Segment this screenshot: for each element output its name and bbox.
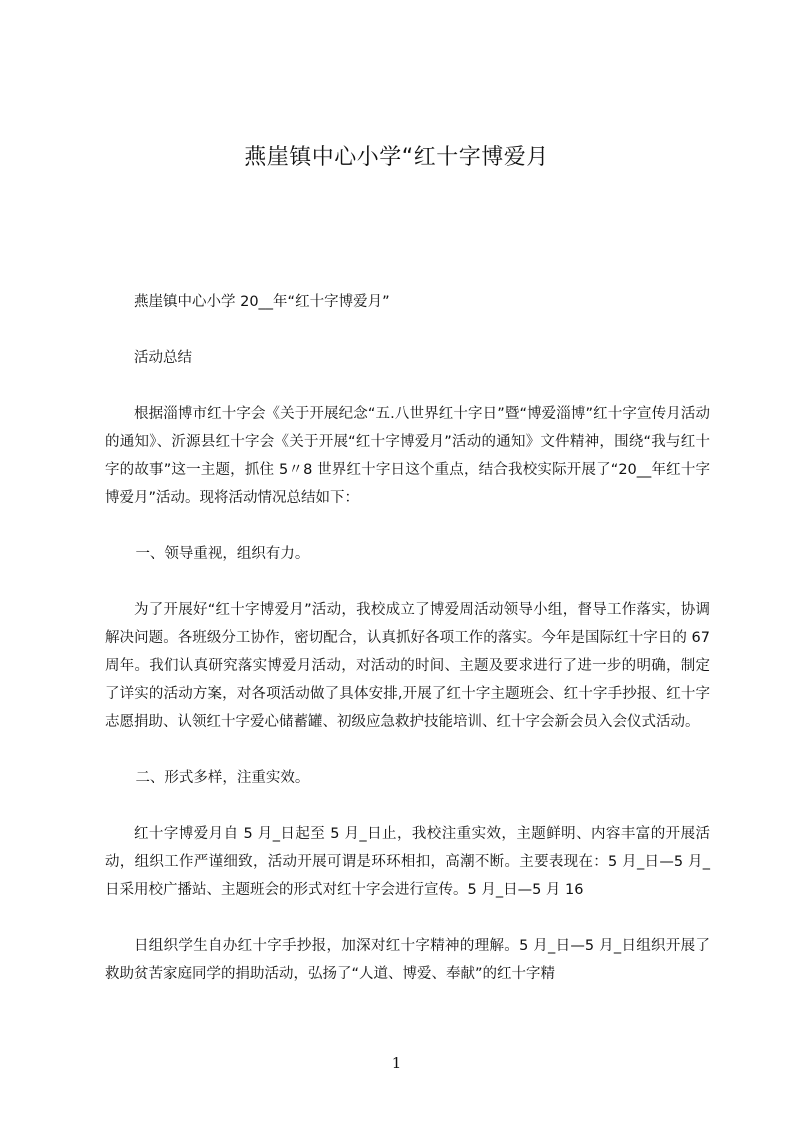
section-1-paragraph: 为了开展好“红十字博爱月”活动，我校成立了博爱周活动领导小组，督导工作落实，协调解决问题。各班级分工协作，密切配合，认真抓好各项工作的落实。今年是国际红十字日的 67 周年。我们认真研究落实博爱月活动，对活动的时间、主题及要求进行了进一步的明确，制定了详实的活动方案，对各项活动做了具体安排,开展了红十字主题班会、红十字手抄报、红十字志愿捐助、认领红十字爱心储蓄罐、初级应急救护技能培训、红十字会新会员入会仪式活动。	[105, 602, 710, 730]
section-heading-1: 一、领导重视，组织有力。	[135, 546, 310, 562]
subtitle-line: 燕崖镇中心小学 20__年“红十字博爱月”	[134, 294, 390, 310]
section-2-continuation: 日组织学生自办红十字手抄报，加深对红十字精神的理解。5 月_日—5 月_日组织开展了救助贫苦家庭同学的捐助活动，弘扬了“人道、博爱、奉献”的红十字精	[105, 938, 710, 982]
document-body	[105, 288, 710, 1016]
page-number: 1	[391, 1054, 402, 1072]
section-2-paragraph: 红十字博爱月自 5 月_日起至 5 月_日止，我校注重实效，主题鲜明、内容丰富的开展活动，组织工作严谨细致，活动开展可谓是环环相扣，高潮不断。主要表现在：5 月_日—5 月_日采用校广播站、主题班会的形式对红十字会进行宣传。5 月_日—5 月 16	[105, 826, 710, 898]
document-title: 燕崖镇中心小学“红十字博爱月	[244, 145, 549, 170]
intro-paragraph: 根据淄博市红十字会《关于开展纪念“五.八世界红十字日”暨“博爱淄博”红十字宣传月活动的通知》、沂源县红十字会《关于开展“红十字博爱月”活动的通知》文件精神，围绕“我与红十字的故事”这一主题，抓住 5〃8 世界红十字日这个重点，结合我校实际开展了“20__年红十字博爱月”活动。现将活动情况总结如下：	[105, 406, 710, 506]
section-heading-2: 二、形式多样，注重实效。	[135, 770, 310, 786]
subtitle-summary: 活动总结	[134, 350, 192, 366]
